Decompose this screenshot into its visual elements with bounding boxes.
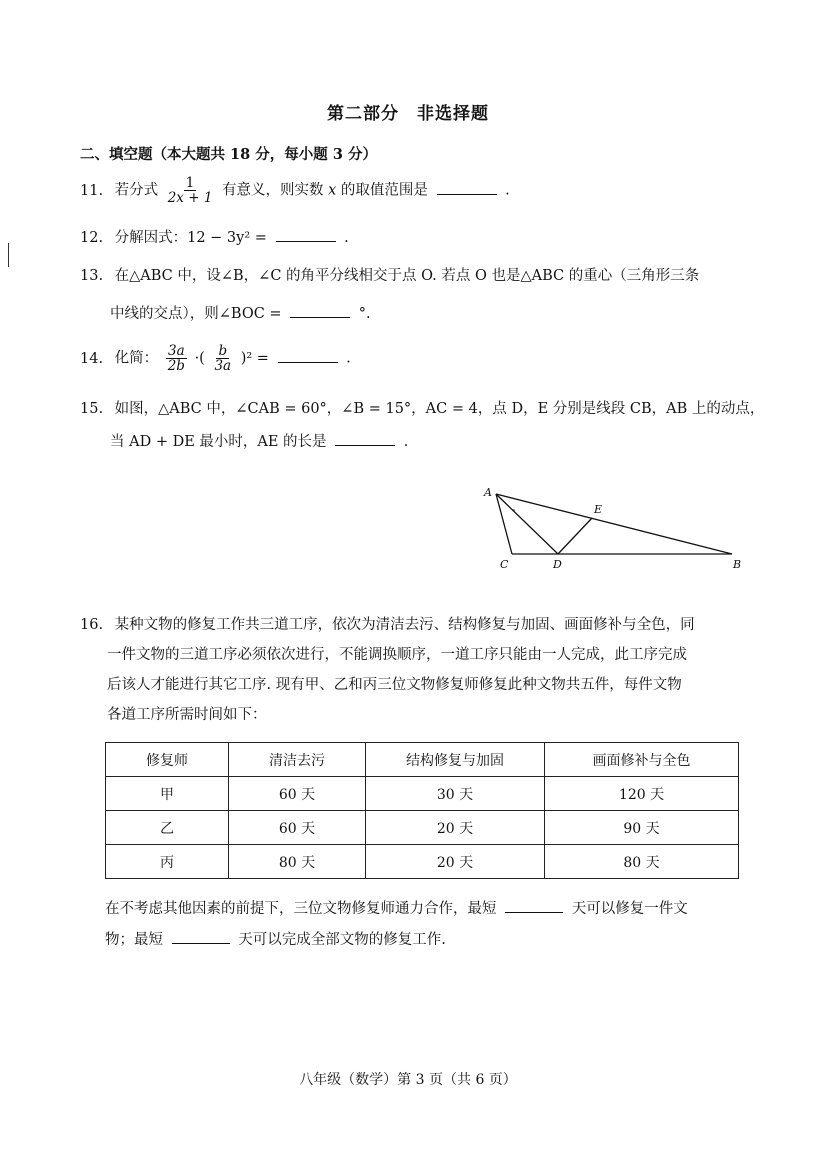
question-13-line-2 bbox=[110, 302, 371, 323]
label-b: B bbox=[733, 558, 742, 571]
fraction bbox=[166, 344, 187, 373]
question-12 bbox=[80, 226, 349, 247]
punctuation: °. bbox=[358, 306, 371, 322]
fraction bbox=[166, 176, 215, 205]
fraction-numerator: b bbox=[218, 343, 228, 359]
fraction-denominator: 2x + 1 bbox=[167, 190, 213, 207]
operator: )² = bbox=[240, 350, 269, 367]
question-text: 物；最短 bbox=[105, 932, 163, 948]
segment-de bbox=[558, 518, 592, 554]
fraction-denominator: 3a bbox=[214, 358, 232, 375]
question-number: 16. bbox=[80, 617, 104, 633]
table-header-cell: 清洁去污 bbox=[229, 743, 366, 777]
table-cell: 90 天 bbox=[545, 811, 739, 845]
table-cell: 80 天 bbox=[545, 845, 739, 879]
table-cell: 30 天 bbox=[366, 777, 545, 811]
answer-blank[interactable] bbox=[278, 361, 338, 363]
fraction bbox=[212, 344, 233, 373]
segment-ac bbox=[496, 494, 512, 554]
question-text: 中线的交点），则∠BOC = bbox=[110, 306, 282, 322]
answer-blank[interactable] bbox=[290, 316, 350, 318]
section-heading: 二、填空题（本大题共 18 分，每小题 3 分） bbox=[80, 146, 377, 163]
answer-blank[interactable] bbox=[335, 444, 395, 446]
question-text: 某种文物的修复工作共三道工序，依次为清洁去污、结构修复与加固、画面修补与全色，同 bbox=[114, 617, 695, 633]
table-cell: 20 天 bbox=[366, 811, 545, 845]
table-cell: 60 天 bbox=[229, 777, 366, 811]
time-table bbox=[105, 742, 739, 879]
question-text: 化简： bbox=[114, 350, 159, 367]
question-number: 14. bbox=[80, 350, 104, 367]
table-cell: 乙 bbox=[106, 811, 229, 845]
table-header-cell: 画面修补与全色 bbox=[545, 743, 739, 777]
page-title: 第二部分 非选择题 bbox=[327, 104, 489, 124]
table-row bbox=[106, 811, 739, 845]
question-16-line-3: 后该人才能进行其它工序. 现有甲、乙和丙三位文物修复师修复此种文物共五件，每件文物 bbox=[107, 677, 682, 693]
fraction-denominator: 2b bbox=[167, 358, 185, 375]
question-16-after-1 bbox=[105, 897, 688, 921]
question-text: 的取值范围是 bbox=[340, 182, 428, 199]
variable: x bbox=[328, 182, 337, 199]
question-16-line-2: 一件文物的三道工序必须依次进行，不能调换顺序，一道工序只能由一人完成，此工序完成 bbox=[107, 647, 687, 663]
question-number: 13. bbox=[80, 268, 104, 284]
segment-ab bbox=[496, 494, 732, 554]
answer-blank[interactable] bbox=[276, 240, 336, 242]
operator: ·( bbox=[194, 350, 205, 367]
question-16 bbox=[80, 613, 695, 637]
segment-ad bbox=[496, 494, 558, 554]
label-e: E bbox=[594, 503, 603, 516]
question-text: 天可以修复一件文 bbox=[571, 901, 688, 917]
question-number: 11. bbox=[80, 182, 104, 199]
label-a: A bbox=[484, 486, 492, 499]
question-text: 分解因式：12 − 3y² = bbox=[114, 230, 267, 246]
table-cell: 甲 bbox=[106, 777, 229, 811]
answer-blank[interactable] bbox=[437, 193, 497, 195]
table-header-row bbox=[106, 743, 739, 777]
question-number: 15. bbox=[80, 401, 104, 417]
question-text: 天可以完成全部文物的修复工作. bbox=[238, 932, 446, 948]
table-header-cell: 修复师 bbox=[106, 743, 229, 777]
label-c: C bbox=[500, 558, 509, 571]
answer-blank[interactable] bbox=[172, 942, 230, 944]
label-d: D bbox=[553, 558, 562, 571]
table-cell: 60 天 bbox=[229, 811, 366, 845]
question-15 bbox=[80, 397, 764, 418]
punctuation: . bbox=[403, 434, 409, 450]
question-11 bbox=[80, 176, 510, 205]
table-cell: 120 天 bbox=[545, 777, 739, 811]
triangle-figure bbox=[470, 478, 760, 578]
table-header-cell: 结构修复与加固 bbox=[366, 743, 545, 777]
question-text: 如图，△ABC 中，∠CAB = 60°，∠B = 15°，AC = 4，点 D，E 分别是线段 CB，AB 上的动点， bbox=[114, 401, 765, 417]
table-row bbox=[106, 845, 739, 879]
question-14 bbox=[80, 344, 351, 373]
question-13 bbox=[80, 264, 699, 285]
fraction-numerator: 3a bbox=[168, 343, 185, 359]
question-text: 若分式 bbox=[114, 182, 159, 199]
table-cell: 丙 bbox=[106, 845, 229, 879]
margin-mark bbox=[8, 243, 9, 267]
question-text: 在△ABC 中，设∠B，∠C 的角平分线相交于点 O. 若点 O 也是△ABC 的重心（三角形三条 bbox=[114, 268, 700, 284]
table-cell: 20 天 bbox=[366, 845, 545, 879]
question-text: 在不考虑其他因素的前提下，三位文物修复师通力合作，最短 bbox=[105, 901, 497, 917]
question-text: 当 AD + DE 最小时，AE 的长是 bbox=[110, 434, 327, 450]
table-cell: 80 天 bbox=[229, 845, 366, 879]
table-row bbox=[106, 777, 739, 811]
question-number: 12. bbox=[80, 230, 104, 246]
punctuation: . bbox=[346, 350, 351, 367]
question-16-after-2 bbox=[105, 928, 446, 952]
punctuation: . bbox=[505, 182, 510, 199]
question-text: 有意义，则实数 bbox=[222, 182, 324, 199]
answer-blank[interactable] bbox=[505, 911, 563, 913]
dot-mark bbox=[513, 509, 515, 511]
fraction-numerator: 1 bbox=[185, 175, 195, 191]
punctuation: . bbox=[344, 230, 349, 246]
question-15-line-2 bbox=[110, 430, 408, 451]
page-footer: 八年级（数学）第 3 页（共 6 页） bbox=[299, 1072, 517, 1088]
question-16-line-4: 各道工序所需时间如下： bbox=[107, 707, 267, 723]
